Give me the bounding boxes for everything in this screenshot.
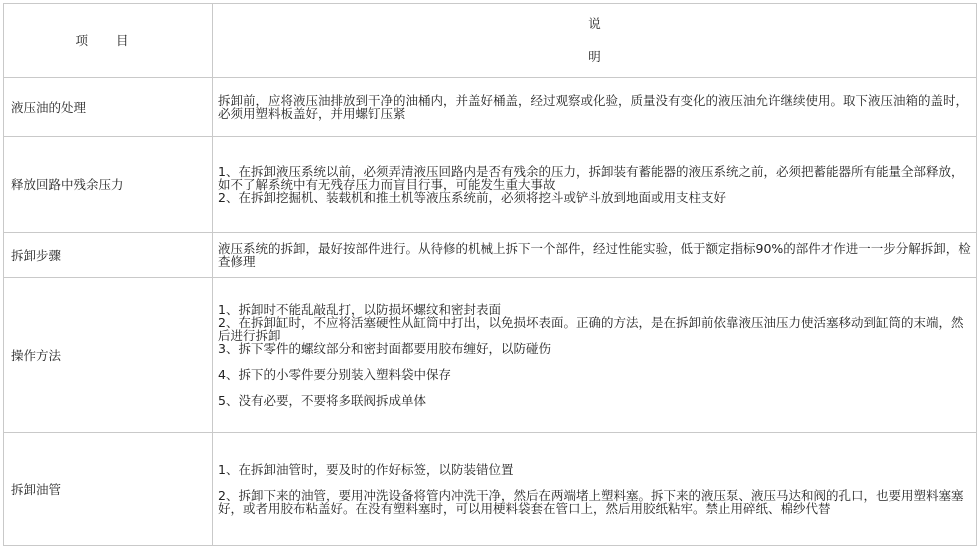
- row-content: [213, 78, 977, 137]
- table-row: [4, 137, 977, 233]
- content-line: 2、拆卸下来的油管，要用冲洗设备将管内冲洗干净，然后在两端堵上塑料塞。拆下来的液压泵、液压马达和阀的孔口，也要用塑料塞塞好，或者用胶布粘盖好。在没有塑料塞时，可以用梗料袋套在管口上，然后用胶纸粘牢。禁止用碎纸、棉纱代替: [218, 488, 964, 516]
- content-line: 1、在拆卸油管时，要及时的作好标签，以防装错位置: [218, 462, 514, 477]
- content-line: 液压系统的拆卸，最好按部件进行。从待修的机械上拆下一个部件，经过性能实验，低于额定指标90%的部件才作进一一步分解拆卸，检查修理: [218, 241, 971, 269]
- table-row: [4, 233, 977, 278]
- header-item-label: 项 目: [75, 33, 141, 48]
- row-label: 拆卸油管: [4, 433, 213, 546]
- content-line: 5、没有必要，不要将多联阀拆成单体: [218, 393, 426, 408]
- row-label: 释放回路中残余压力: [4, 137, 213, 233]
- row-content: [213, 433, 977, 546]
- table-row: [4, 278, 977, 433]
- table-row: [4, 433, 977, 546]
- instruction-table: [3, 3, 977, 546]
- header-description-char-2: 明: [588, 49, 601, 64]
- row-label: 操作方法: [4, 278, 213, 433]
- content-line: 1、在拆卸液压系统以前，必须弄清液压回路内是否有残余的压力，拆卸装有蓄能器的液压系统之前，必须把蓄能器所有能量全部释放，如不了解系统中有无残存压力而盲目行事，可能发生重大事故: [218, 164, 964, 192]
- table-header-row: [4, 4, 977, 78]
- content-line: 2、在拆卸挖掘机、装载机和推土机等液压系统前，必须将挖斗或铲斗放到地面或用支柱支好: [218, 190, 726, 205]
- content-line: 拆卸前，应将液压油排放到干净的油桶内，并盖好桶盖，经过观察或化验，质量没有变化的液压油允许继续使用。取下液压油箱的盖时，必须用塑料板盖好，并用螺钉压紧: [218, 93, 969, 121]
- header-description-cell: [213, 4, 977, 78]
- table-row: [4, 78, 977, 137]
- content-line: 1、拆卸时不能乱敲乱打，以防损坏螺纹和密封表面: [218, 302, 501, 317]
- content-line: 4、拆下的小零件要分别装入塑料袋中保存: [218, 367, 451, 382]
- row-content: [213, 278, 977, 433]
- content-line: 2、在拆卸缸时，不应将活塞硬性从缸筒中打出，以免损坏表面。正确的方法，是在拆卸前依靠液压油压力使活塞移动到缸筒的末端，然后进行拆卸: [218, 315, 964, 343]
- content-line: 3、拆下零件的螺纹部分和密封面都要用胶布缠好，以防碰伤: [218, 341, 551, 356]
- row-label: 拆卸步骤: [4, 233, 213, 278]
- header-description-char-1: 说: [588, 16, 601, 31]
- row-label: 液压油的处理: [4, 78, 213, 137]
- row-content: [213, 233, 977, 278]
- row-content: [213, 137, 977, 233]
- header-item-cell: [4, 4, 213, 78]
